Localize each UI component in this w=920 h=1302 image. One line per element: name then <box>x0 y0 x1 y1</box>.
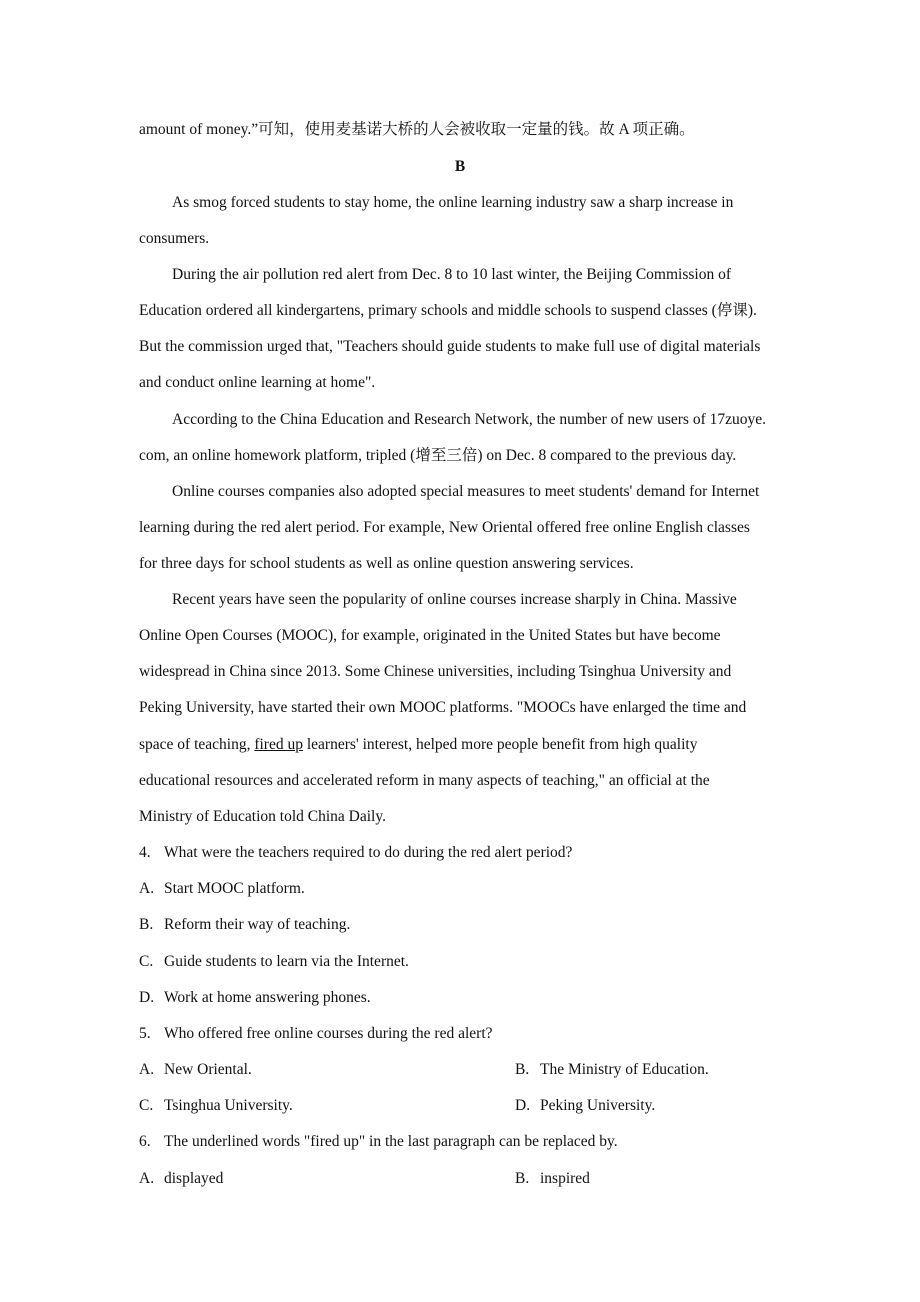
line-text-after: learners' interest, helped more people benefit from high quality <box>302 736 698 753</box>
paragraph-5-line-4: Peking University, have started their own MOOC platforms. "MOOCs have enlarged the time and <box>139 699 747 716</box>
option-letter: A. <box>139 1170 155 1187</box>
question-5 <box>139 1024 493 1044</box>
question-4-option-a <box>139 879 305 899</box>
option-letter: D. <box>139 989 155 1006</box>
question-number: 4. <box>139 844 151 861</box>
paragraph-1-line-2: consumers. <box>139 230 210 247</box>
option-text: The Ministry of Education. <box>540 1061 709 1078</box>
option-text: New Oriental. <box>164 1061 252 1078</box>
option-letter: D. <box>515 1097 531 1114</box>
option-text: Peking University. <box>540 1097 656 1114</box>
option-letter: B. <box>515 1170 530 1187</box>
paragraph-5-line-2: Online Open Courses (MOOC), for example, originated in the United States but have become <box>139 627 721 644</box>
question-4-option-b <box>139 915 350 935</box>
question-4 <box>139 843 572 863</box>
paragraph-2-line-2: Education ordered all kindergartens, primary schools and middle schools to suspend classes (停课). <box>139 302 757 319</box>
option-letter: B. <box>139 916 154 933</box>
line-text-before: space of teaching, <box>139 736 255 753</box>
paragraph-2-line-3: But the commission urged that, "Teachers should guide students to make full use of digital materials <box>139 338 761 355</box>
paragraph-4-line-2: learning during the red alert period. For example, New Oriental offered free online English classes <box>139 519 750 536</box>
option-text: Reform their way of teaching. <box>164 916 351 933</box>
previous-answer-line: amount of money.”可知，使用麦基诺大桥的人会被收取一定量的钱。故 A 项正确。 <box>139 121 695 138</box>
option-text: Work at home answering phones. <box>164 989 371 1006</box>
question-number: 5. <box>139 1025 151 1042</box>
option-letter: C. <box>139 1097 154 1114</box>
underlined-phrase: fired up <box>254 736 303 753</box>
paragraph-5-line-1: Recent years have seen the popularity of online courses increase sharply in China. Massive <box>172 591 737 608</box>
section-title: B <box>454 158 466 175</box>
question-number: 6. <box>139 1133 151 1150</box>
question-text: What were the teachers required to do during the red alert period? <box>164 844 573 861</box>
option-letter: A. <box>139 880 155 897</box>
question-5-option-d <box>515 1096 655 1116</box>
option-text: displayed <box>164 1170 224 1187</box>
paragraph-5-line-3: widespread in China since 2013. Some Chinese universities, including Tsinghua University and <box>139 663 732 680</box>
paragraph-1-line-1: As smog forced students to stay home, the online learning industry saw a sharp increase in <box>172 194 734 211</box>
paragraph-3-line-2: com, an online homework platform, tripled (增至三倍) on Dec. 8 compared to the previous day. <box>139 447 737 464</box>
question-5-option-a <box>139 1060 252 1080</box>
option-text: inspired <box>540 1170 590 1187</box>
option-text: Guide students to learn via the Internet. <box>164 953 409 970</box>
question-5-option-b <box>515 1060 709 1080</box>
option-letter: B. <box>515 1061 530 1078</box>
option-text: Start MOOC platform. <box>164 880 305 897</box>
question-4-option-c <box>139 952 409 972</box>
paragraph-5-line-6: educational resources and accelerated reform in many aspects of teaching," an official at the <box>139 772 710 789</box>
question-6-option-a <box>139 1169 223 1189</box>
paragraph-2-line-4: and conduct online learning at home". <box>139 374 376 391</box>
question-text: The underlined words "fired up" in the last paragraph can be replaced by. <box>164 1133 618 1150</box>
question-6-option-b <box>515 1169 590 1189</box>
question-5-option-c <box>139 1096 293 1116</box>
paragraph-3-line-1: According to the China Education and Research Network, the number of new users of 17zuoye. <box>172 411 766 428</box>
paragraph-2-line-1: During the air pollution red alert from Dec. 8 to 10 last winter, the Beijing Commission of <box>172 266 731 283</box>
option-letter: A. <box>139 1061 155 1078</box>
option-text: Tsinghua University. <box>164 1097 293 1114</box>
question-6 <box>139 1132 618 1152</box>
paragraph-5-line-5 <box>139 735 697 755</box>
question-text: Who offered free online courses during the red alert? <box>164 1025 493 1042</box>
paragraph-4-line-3: for three days for school students as well as online question answering services. <box>139 555 634 572</box>
question-4-option-d <box>139 988 371 1008</box>
paragraph-5-line-7: Ministry of Education told China Daily. <box>139 808 386 825</box>
option-letter: C. <box>139 953 154 970</box>
paragraph-4-line-1: Online courses companies also adopted special measures to meet students' demand for Internet <box>172 483 760 500</box>
